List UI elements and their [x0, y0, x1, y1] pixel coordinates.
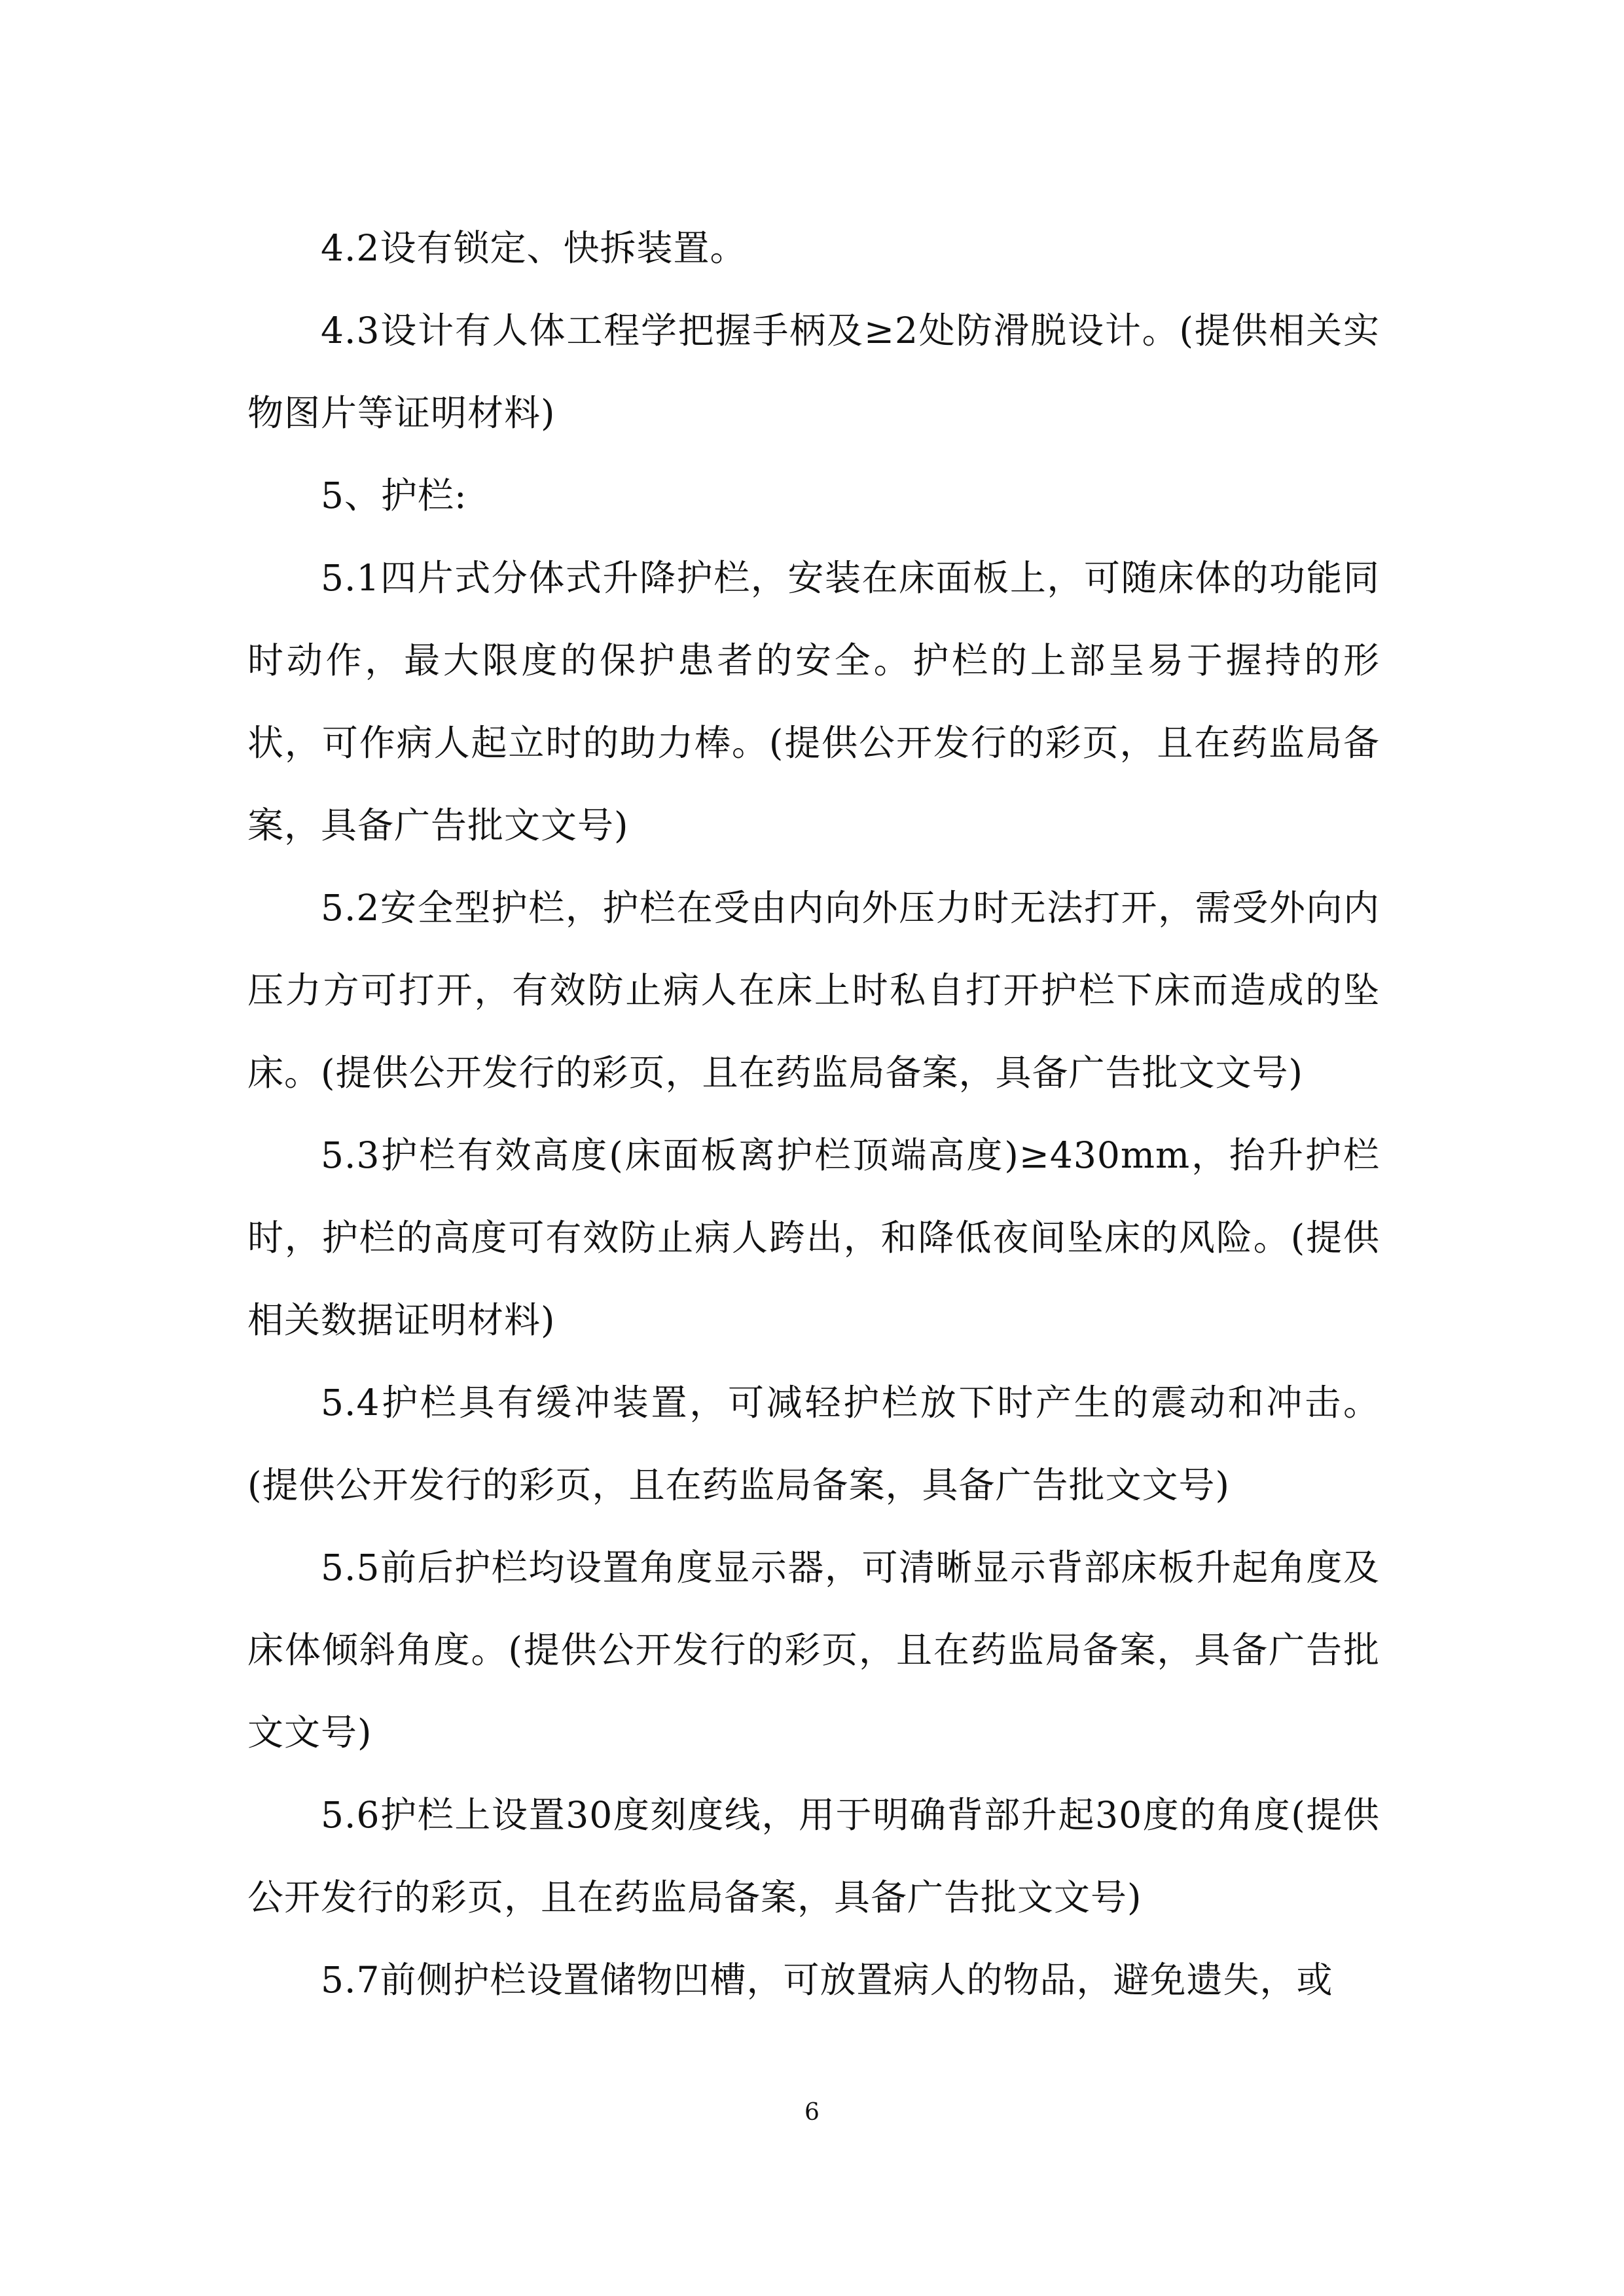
paragraph-4-2: 4.2设有锁定、快拆装置。: [321, 227, 747, 269]
section-heading-5: 5、护栏:: [321, 475, 467, 516]
paragraph-4-3: 4.3设计有人体工程学把握手柄及≥2处防滑脱设计。(提供相关实物图片等证明材料): [247, 310, 1380, 434]
paragraph-5-5: 5.5前后护栏均设置角度显示器，可清晰显示背部床板升起角度及床体倾斜角度。(提供公开发行的彩页，且在药监局备案，具备广告批文文号): [247, 1547, 1380, 1753]
paragraph-5-2: 5.2安全型护栏，护栏在受由内向外压力时无法打开，需受外向内压力方可打开，有效防止病人在床上时私自打开护栏下床而造成的坠床。(提供公开发行的彩页，且在药监局备案，具备广告批文文号): [247, 887, 1380, 1094]
paragraph-5-6: 5.6护栏上设置30度刻度线，用于明确背部升起30度的角度(提供公开发行的彩页，且在药监局备案，具备广告批文文号): [247, 1794, 1380, 1918]
paragraph-5-7: 5.7前侧护栏设置储物凹槽，可放置病人的物品，避免遗失，或: [321, 1959, 1333, 2001]
document-body: [247, 207, 1380, 2021]
paragraph-5-3: 5.3护栏有效高度(床面板离护栏顶端高度)≥430mm，抬升护栏时，护栏的高度可有效防止病人跨出，和降低夜间坠床的风险。(提供相关数据证明材料): [247, 1134, 1380, 1341]
paragraph-5-1: 5.1四片式分体式升降护栏，安装在床面板上，可随床体的功能同时动作，最大限度的保护患者的安全。护栏的上部呈易于握持的形状，可作病人起立时的助力棒。(提供公开发行的彩页，且在药监局备案，具备广告批文文号): [247, 557, 1380, 846]
paragraph-5-4: 5.4护栏具有缓冲装置，可减轻护栏放下时产生的震动和冲击。(提供公开发行的彩页，且在药监局备案，具备广告批文文号): [247, 1382, 1380, 1506]
page-number: 6: [804, 2099, 820, 2126]
